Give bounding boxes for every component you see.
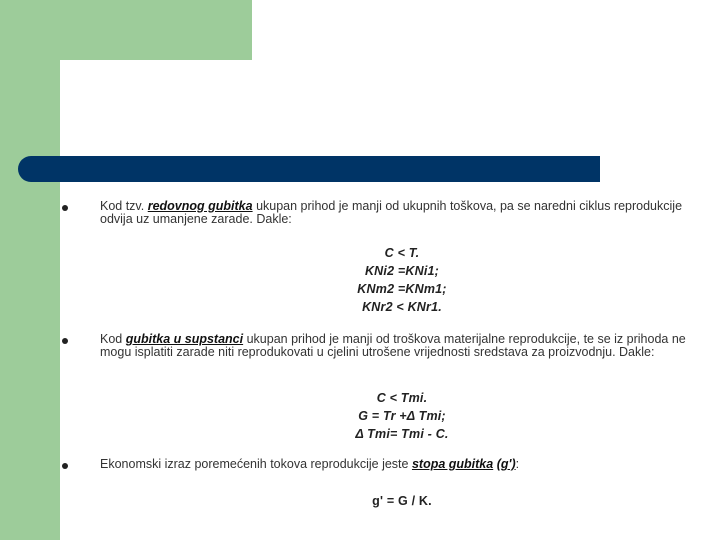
formula-block-2 xyxy=(160,389,644,443)
bullet-paragraph-1 xyxy=(100,200,690,226)
key-term: redovnog gubitka xyxy=(147,199,253,213)
bullet-dot xyxy=(62,338,68,344)
decorative-rounded-corner xyxy=(60,60,120,120)
bullet-paragraph-2 xyxy=(100,333,690,359)
bullet-text: Kod xyxy=(100,332,126,346)
bullet-text: Kod tzv. xyxy=(100,199,148,213)
formula-line: g' = G / K. xyxy=(372,494,432,508)
formula-line: C < T. xyxy=(384,246,420,260)
decorative-green-strip xyxy=(0,0,60,540)
bullet-text: : xyxy=(515,457,520,471)
bullet-text: Ekonomski izraz poremećenih tokova reprodukcije jeste xyxy=(100,457,412,471)
key-term: gubitka u supstanci xyxy=(125,332,244,346)
formula-line: KNm2 =KNm1; xyxy=(357,282,447,296)
formula-line: KNr2 < KNr1. xyxy=(362,300,442,314)
bullet-text: ukupan prihod je manji od ukupnih toškova, pa se naredni ciklus reprodukcije odvija uz umanjene zarade. Dakle: xyxy=(100,199,683,226)
bullet-dot xyxy=(62,205,68,211)
bullet-dot xyxy=(62,463,68,469)
formula-line: Δ Tmi= Tmi - C. xyxy=(355,427,449,441)
title-bar xyxy=(18,156,600,182)
bullet-paragraph-3 xyxy=(100,458,690,471)
formula-line: KNi2 =KNi1; xyxy=(364,264,440,278)
key-term: (g') xyxy=(496,457,516,471)
key-term: stopa gubitka xyxy=(411,457,494,471)
formula-block-1 xyxy=(160,244,644,316)
formula-line: G = Tr +Δ Tmi; xyxy=(358,409,446,423)
formula-block-3 xyxy=(160,492,644,510)
bullet-text: ukupan prihod je manji od troškova materijalne reprodukcije, te se iz prihoda ne mogu isplatiti zarade niti reprodukovati u cjelini utrošene vrijednosti sredstava za proizvodnju. Dakle: xyxy=(100,332,686,359)
formula-line: C < Tmi. xyxy=(376,391,428,405)
